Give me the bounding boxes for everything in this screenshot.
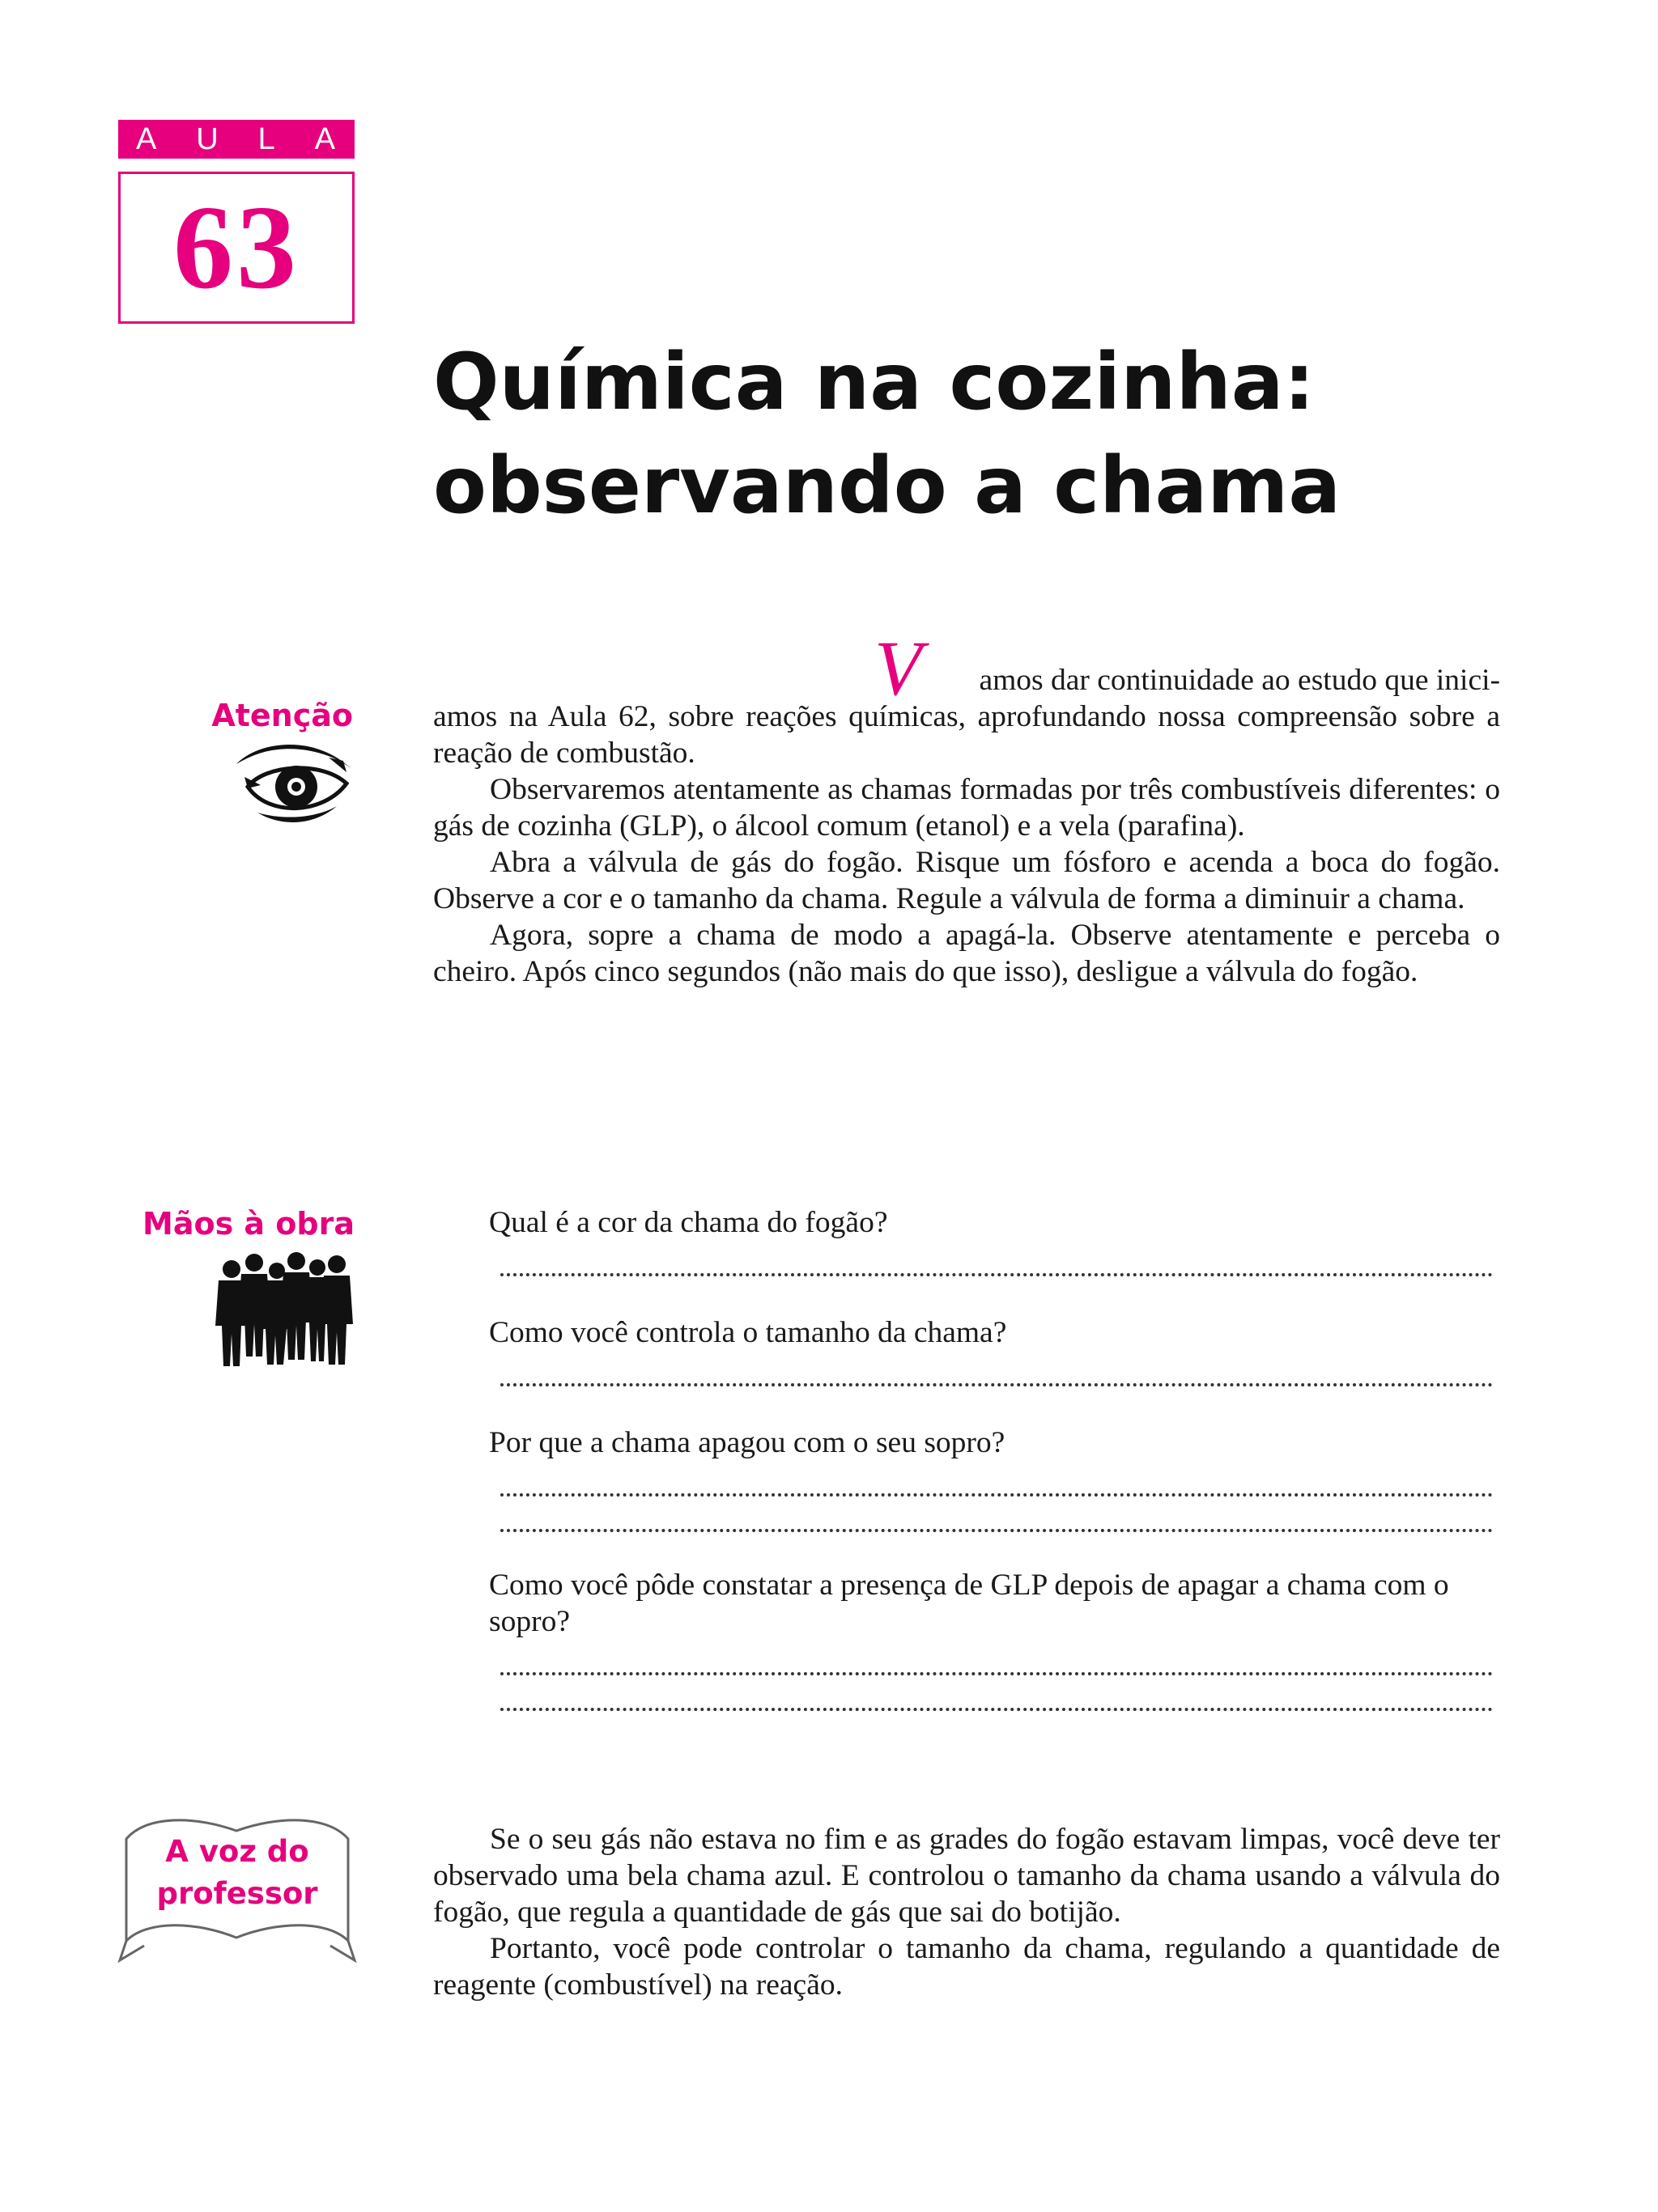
- answer-line[interactable]: [500, 1640, 1493, 1675]
- answer-line[interactable]: [500, 1461, 1493, 1497]
- aula-letter: U: [196, 121, 219, 156]
- banner-line-1: A voz do: [165, 1834, 309, 1869]
- banner-line-2: professor: [156, 1876, 318, 1911]
- lesson-number-box: [118, 172, 355, 324]
- question-item: [489, 1424, 1501, 1567]
- question-text: Qual é a cor da chama do fogão?: [489, 1206, 888, 1239]
- question-item: [489, 1567, 1501, 1711]
- intro-paragraph-2: Observaremos atentamente as chamas formadas por três combustíveis diferentes: o gás de cozinha (GLP), o álcool comum (etanol) e a vela (parafina).: [433, 773, 1500, 843]
- intro-text: [433, 625, 1500, 990]
- professor-paragraph-2: Portanto, você pode controlar o tamanho da chama, regulando a quantidade de reagente (combustível) na reação.: [433, 1932, 1500, 2002]
- title-line-1: Química na cozinha:: [433, 337, 1315, 427]
- title-line-2: observando a chama: [433, 440, 1341, 531]
- people-silhouette-icon: [212, 1246, 355, 1368]
- question-text: Como você pôde constatar a presença de GLP depois de apagar a chama com o sopro?: [489, 1569, 1449, 1638]
- intro-continuation: amos na Aula 62, sobre reações químicas, aprofundando nossa compreensão sobre a reação de combustão.: [433, 700, 1500, 770]
- lesson-number: 63: [173, 181, 300, 314]
- intro-paragraph-4: Agora, sopre a chama de modo a apagá-la. Observe atentamente e perceba o cheiro. Após cinco segundos (não mais do que isso), desligue a válvula do fogão.: [433, 919, 1500, 988]
- answer-line[interactable]: [500, 1497, 1493, 1532]
- answer-line[interactable]: [500, 1675, 1493, 1711]
- question-item: [489, 1204, 1501, 1314]
- answer-line[interactable]: [500, 1351, 1493, 1386]
- page-title: [433, 330, 1486, 537]
- section-label-atencao: Atenção: [211, 698, 353, 733]
- drop-cap: V: [874, 625, 922, 711]
- professor-text: [433, 1821, 1500, 2003]
- question-text: Como você controla o tamanho da chama?: [489, 1316, 1007, 1349]
- aula-label: [118, 120, 355, 159]
- section-label-voz-do-professor: [138, 1831, 337, 1915]
- intro-paragraph-3: Abra a válvula de gás do fogão. Risque um fósforo e acenda a boca do fogão. Observe a cor e o tamanho da chama. Regule a válvula de forma a diminuir a chama.: [433, 846, 1500, 915]
- aula-letter: A: [136, 121, 157, 156]
- aula-letter: A: [314, 121, 335, 156]
- aula-letter: L: [257, 121, 275, 156]
- question-text: Por que a chama apagou com o seu sopro?: [489, 1426, 1005, 1459]
- intro-first-line: amos dar continuidade ao estudo que inici-: [979, 664, 1500, 697]
- answer-line[interactable]: [500, 1241, 1493, 1276]
- question-list: [489, 1204, 1501, 1711]
- question-item: [489, 1314, 1501, 1424]
- section-label-maos-a-obra: Mãos à obra: [142, 1206, 355, 1242]
- eye-icon: [233, 737, 356, 837]
- professor-paragraph-1: Se o seu gás não estava no fim e as grades do fogão estavam limpas, você deve ter observado uma bela chama azul. E controlou o tamanho da chama usando a válvula do fogão, que regula a quantidade de gás que sai do botijão.: [433, 1823, 1500, 1929]
- intro-paragraph-1: [433, 625, 1500, 771]
